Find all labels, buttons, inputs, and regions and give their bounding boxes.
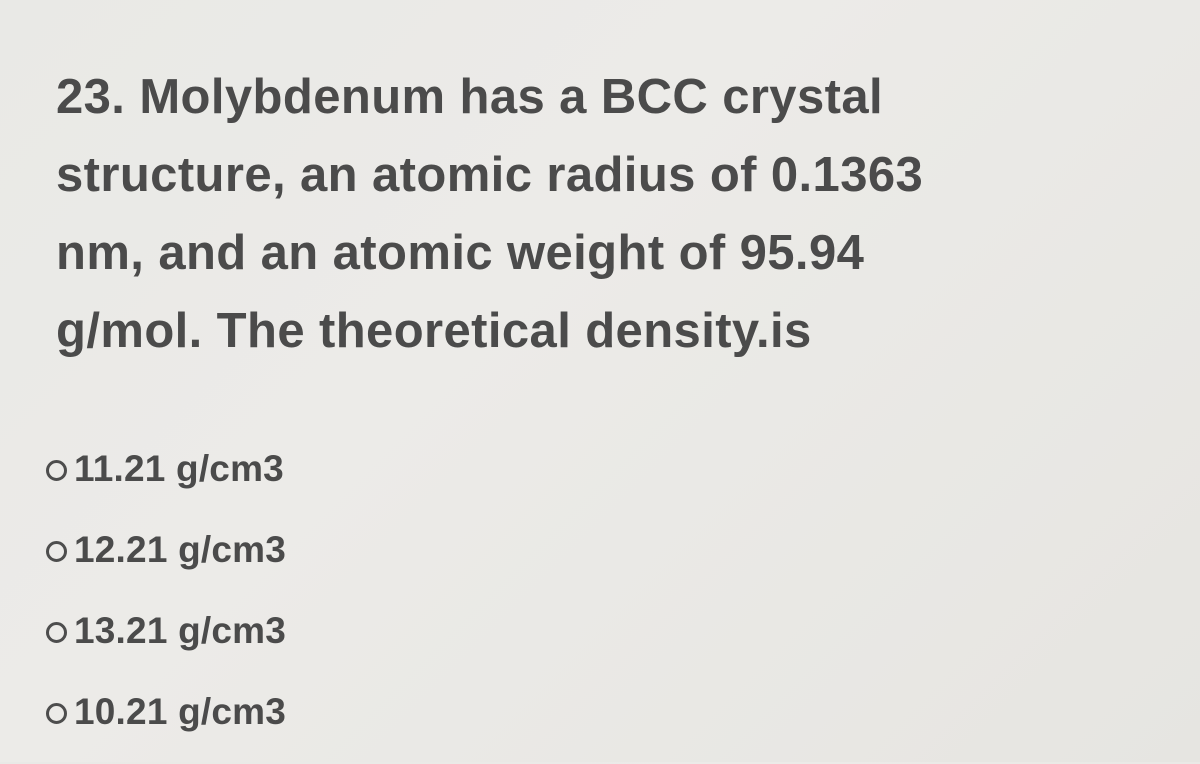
option-label: 10.21 g/cm3	[74, 691, 287, 732]
answer-option-4[interactable]	[46, 683, 286, 741]
radio-button[interactable]	[46, 703, 67, 724]
radio-button[interactable]	[46, 541, 67, 562]
question-line: 23. Molybdenum has a BCC crystal	[56, 70, 883, 124]
radio-button[interactable]	[46, 460, 67, 481]
answer-option-1[interactable]	[46, 440, 286, 498]
question-line: nm, and an atomic weight of 95.94	[56, 226, 865, 280]
radio-button[interactable]	[46, 622, 67, 643]
option-label: 12.21 g/cm3	[74, 529, 287, 570]
answer-options	[46, 440, 286, 764]
question-text	[56, 58, 1156, 370]
question-line: g/mol. The theoretical density.is	[56, 304, 812, 358]
answer-option-2[interactable]	[46, 521, 286, 579]
option-label: 11.21 g/cm3	[74, 448, 284, 489]
option-label: 13.21 g/cm3	[74, 610, 287, 651]
answer-option-3[interactable]	[46, 602, 286, 660]
question-line: structure, an atomic radius of 0.1363	[56, 148, 924, 202]
